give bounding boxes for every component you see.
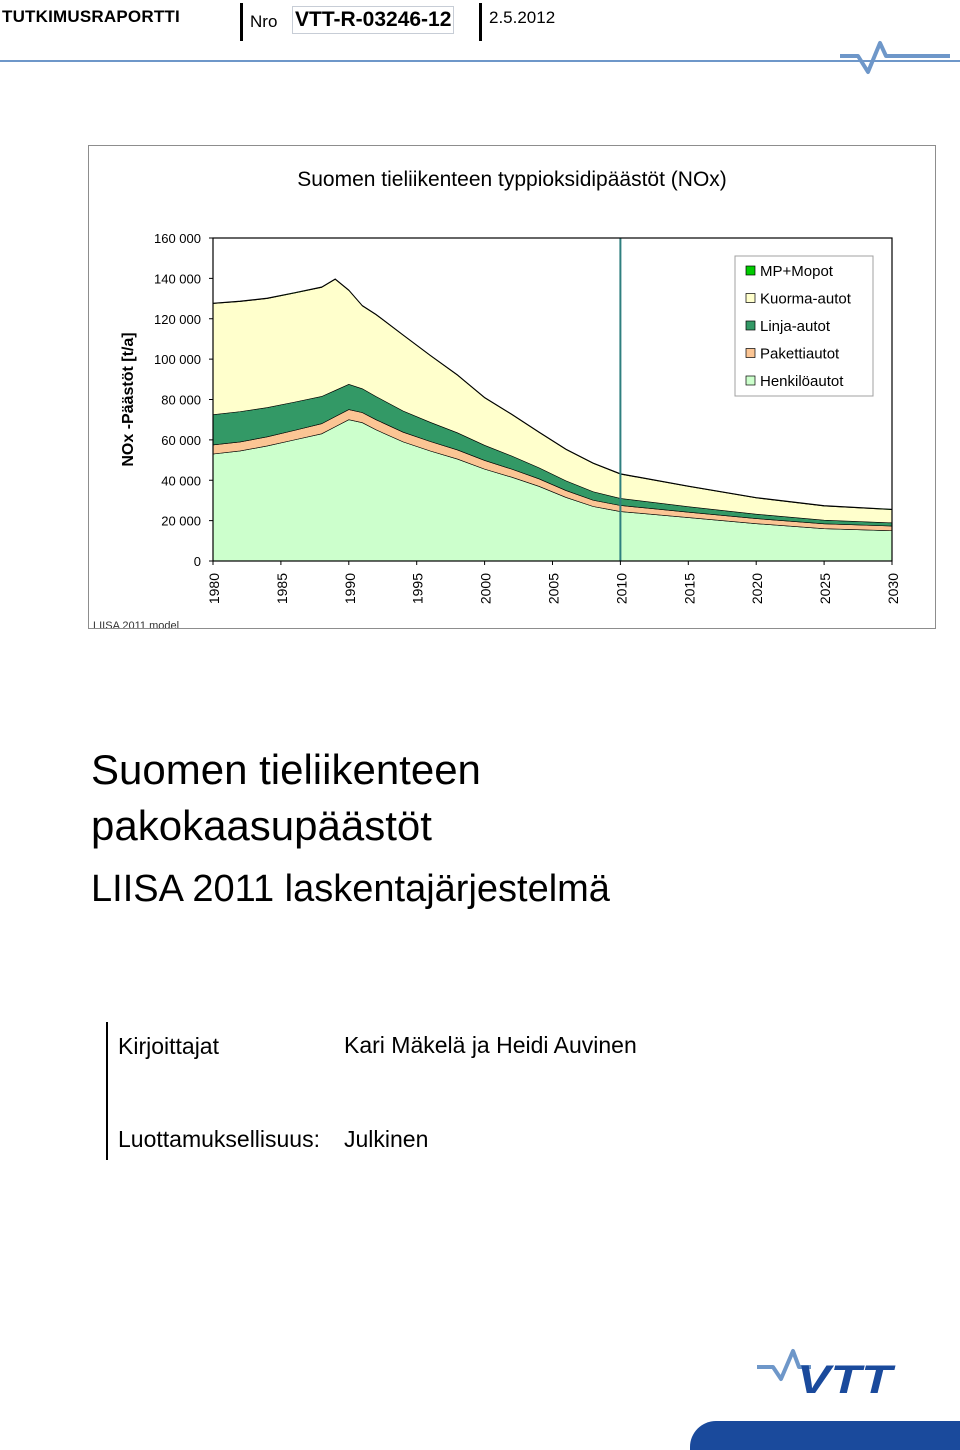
y-tick-label: 100 000 <box>154 352 201 368</box>
x-tick-label: 2030 <box>885 573 901 605</box>
vtt-logo <box>755 1345 905 1405</box>
legend-label: Pakettiautot <box>760 345 840 363</box>
y-tick-label: 120 000 <box>154 311 201 327</box>
meta-divider <box>106 1022 108 1160</box>
page-title <box>91 742 481 854</box>
legend-swatch <box>746 266 755 275</box>
vtt-logo-text: VTT <box>797 1358 897 1402</box>
report-number: VTT-R-03246-12 <box>292 6 454 34</box>
x-tick-label: 1985 <box>273 573 290 605</box>
legend-label: Kuorma-autot <box>760 290 851 308</box>
legend-swatch <box>746 294 755 303</box>
x-tick-label: 2010 <box>613 573 630 605</box>
x-tick-label: 1995 <box>409 573 426 605</box>
report-date: 2.5.2012 <box>489 8 556 27</box>
title-line-2: pakokaasupäästöt <box>91 802 432 849</box>
vtt-wave-icon <box>840 40 950 80</box>
legend-swatch <box>746 321 755 330</box>
x-tick-label: 2025 <box>817 573 834 605</box>
report-number-label: Nro <box>250 12 278 31</box>
legend-swatch <box>746 376 755 385</box>
x-tick-label: 2015 <box>681 573 698 605</box>
y-tick-label: 20 000 <box>161 513 201 529</box>
chart-source-note: LIISA 2011 model <box>93 620 180 628</box>
legend-label: Linja-autot <box>760 318 831 335</box>
header-separator <box>479 3 482 41</box>
y-tick-label: 40 000 <box>161 473 201 489</box>
title-line-1: Suomen tieliikenteen <box>91 746 481 793</box>
x-tick-label: 2005 <box>545 573 562 605</box>
y-axis-label: NOx -Päästöt [t/a] <box>120 332 137 467</box>
page-subtitle: LIISA 2011 laskentajärjestelmä <box>91 868 610 910</box>
x-tick-label: 2000 <box>477 573 494 605</box>
legend-label: MP+Mopot <box>760 263 833 280</box>
y-tick-label: 60 000 <box>161 432 201 448</box>
chart-title: Suomen tieliikenteen typpioksidipäästöt (NOx) <box>297 168 727 191</box>
authors-label: Kirjoittajat <box>118 1033 219 1059</box>
x-tick-label: 1990 <box>341 573 358 605</box>
legend-label: Henkilöautot <box>760 373 844 390</box>
chart-canvas <box>89 146 935 628</box>
y-tick-label: 80 000 <box>161 392 201 408</box>
report-type: TUTKIMUSRAPORTTI <box>2 7 180 26</box>
header-separator <box>240 3 243 41</box>
footer-band <box>690 1421 960 1450</box>
y-tick-label: 160 000 <box>154 231 201 246</box>
legend-swatch <box>746 349 755 358</box>
x-tick-label: 1980 <box>206 573 222 605</box>
y-tick-label: 140 000 <box>154 271 201 287</box>
confidentiality-value: Julkinen <box>344 1126 429 1152</box>
authors-value: Kari Mäkelä ja Heidi Auvinen <box>344 1032 637 1058</box>
nox-emissions-chart <box>88 145 936 629</box>
y-tick-label: 0 <box>193 554 201 569</box>
x-tick-label: 2020 <box>749 573 766 605</box>
header-rule <box>0 60 960 62</box>
confidentiality-label: Luottamuksellisuus: <box>118 1126 320 1152</box>
